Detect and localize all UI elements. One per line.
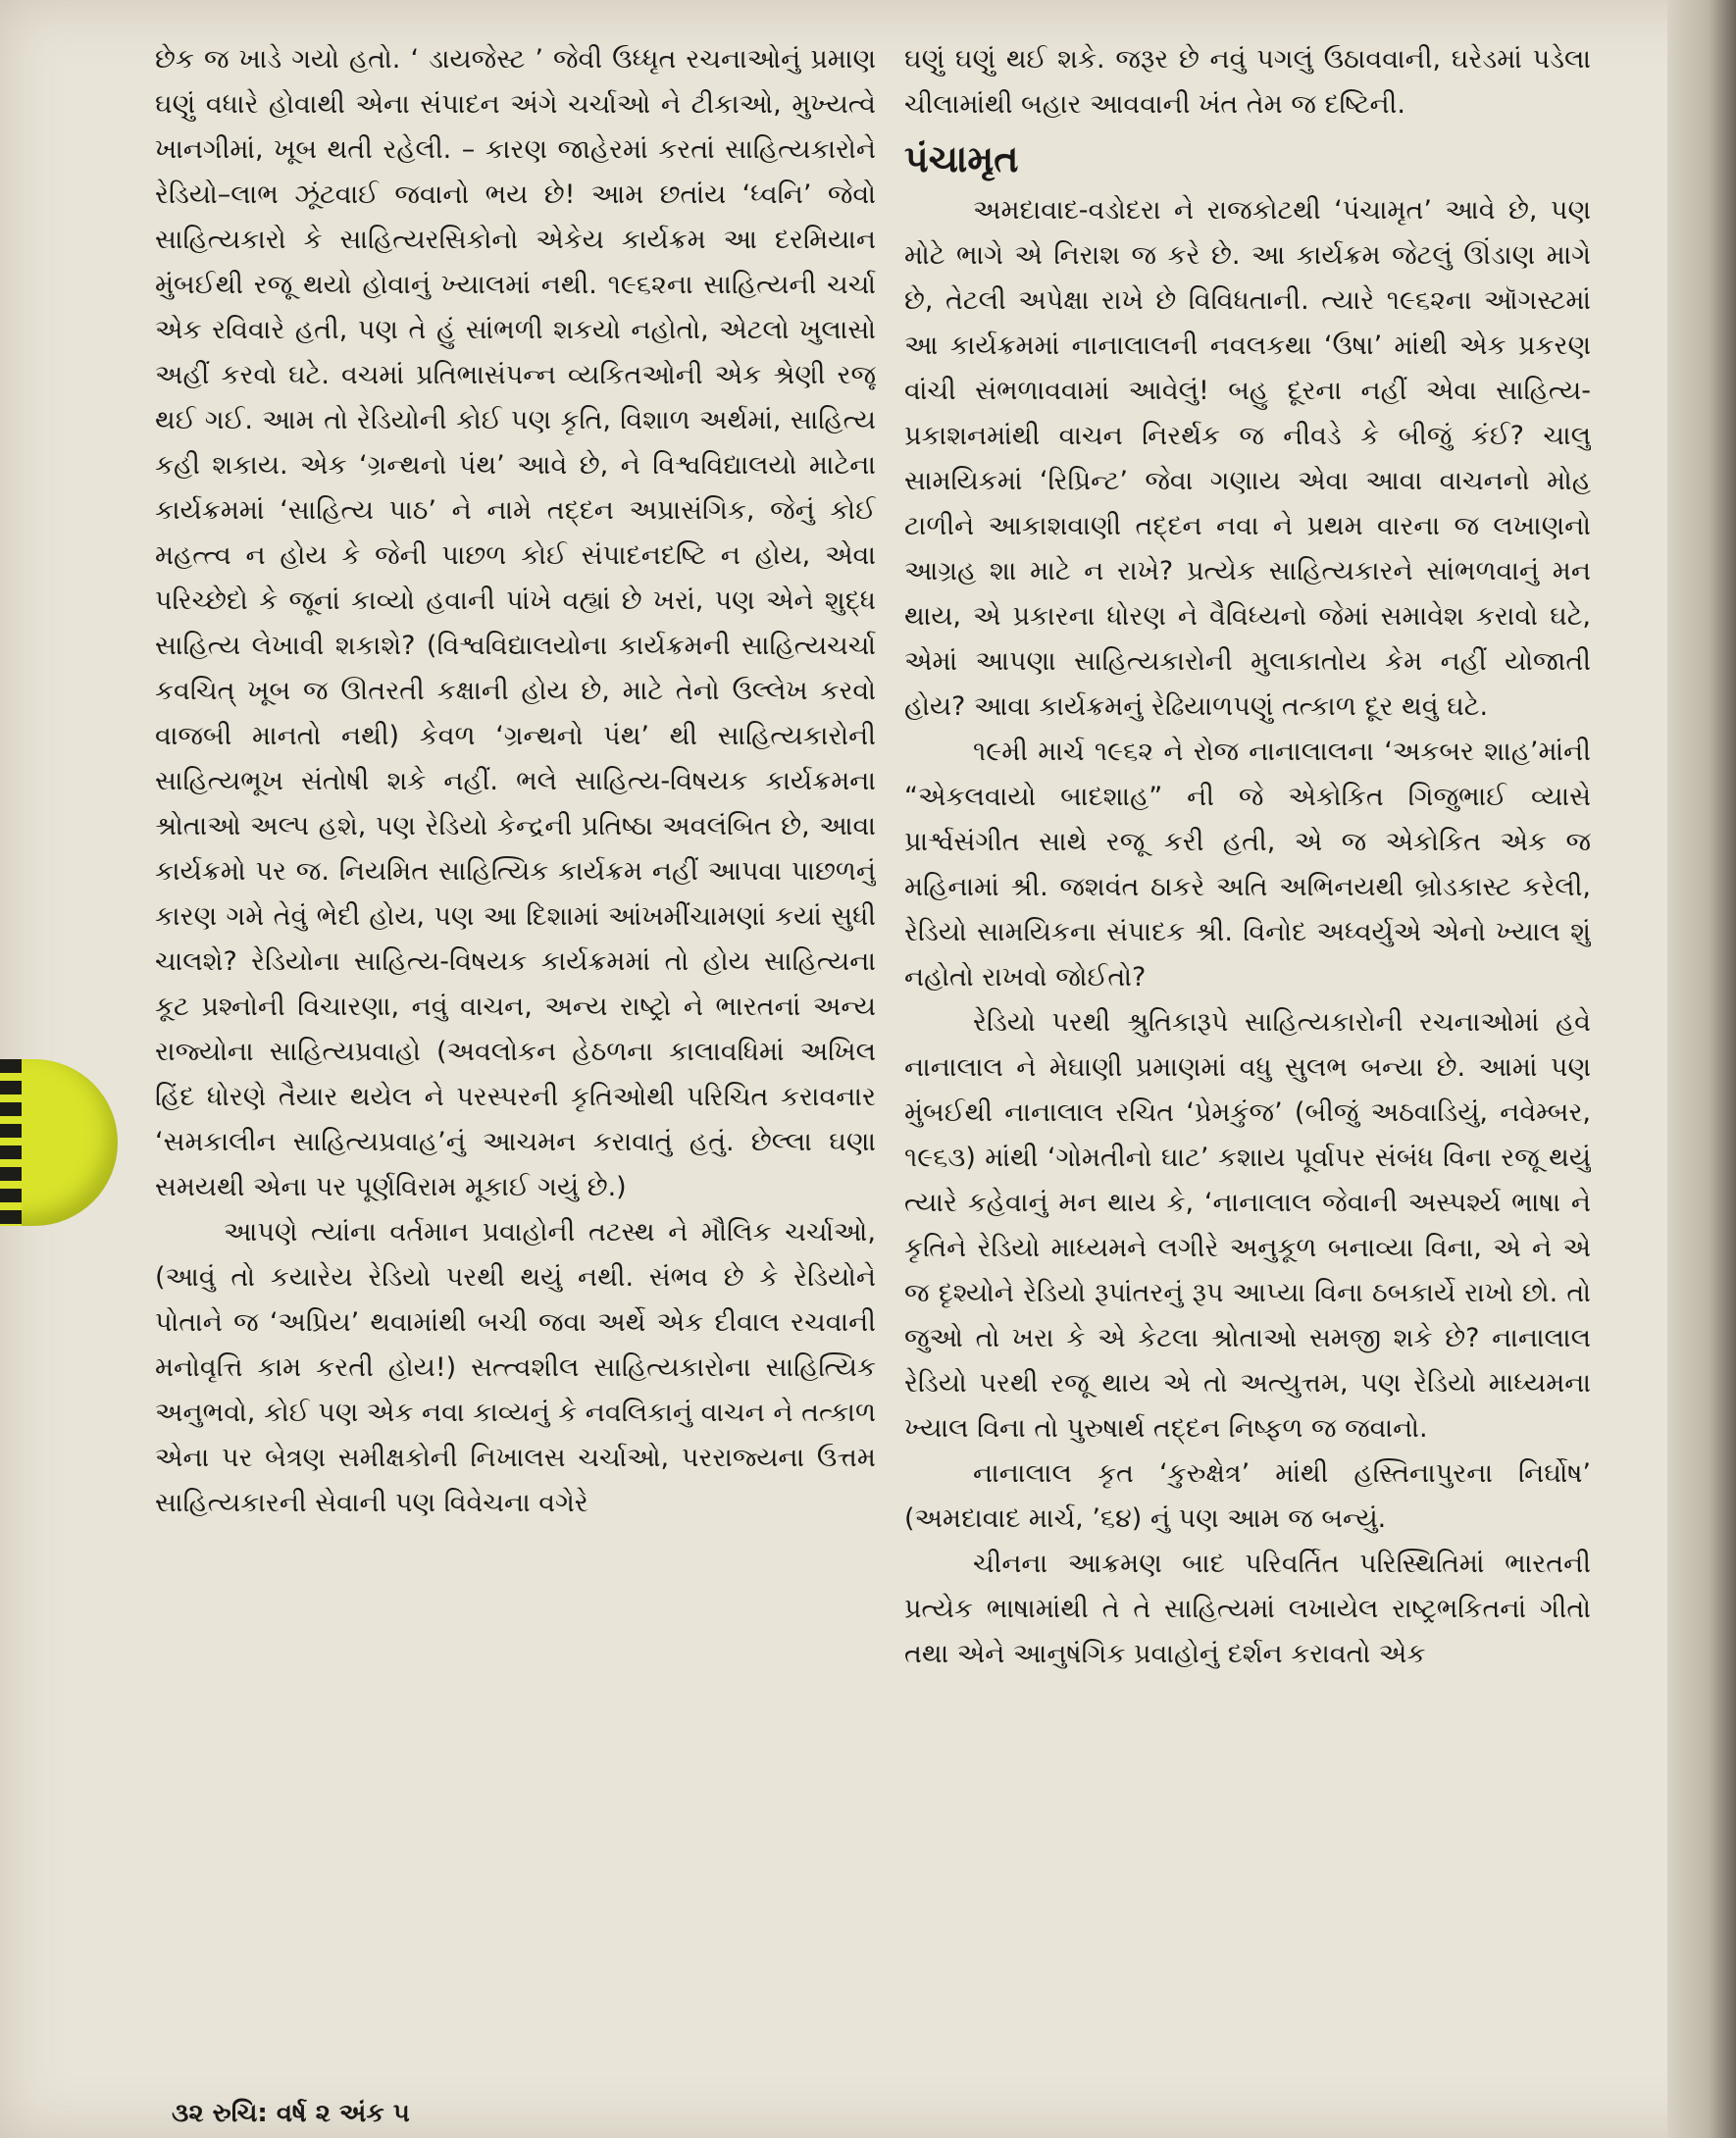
binder-clip: [0, 1059, 137, 1226]
right-paragraph-3: રેડિયો પરથી શ્રુતિકારૂપે સાહિત્યકારોની રચનાઓમાં હવે નાનાલાલ ને મેઘાણી પ્રમાણમાં વધુ સુલભ બન્યા છે. આમાં પણ મુંબઈથી નાનાલાલ રચિત ‘પ્રેમકુંજ’ (બીજું અઠવાડિયું, નવેમ્બર, ૧૯૬૩) માંથી ‘ગોમતીનો ઘાટ’ કશાય પૂર્વાપર સંબંધ વિના રજૂ થયું ત્યારે કહેવાનું મન થાય કે, ‘નાનાલાલ જેવાની અસ્પર્શ્ય ભાષા ને કૃતિને રેડિયો માધ્યમને લગીરે અનુકૂળ બનાવ્યા વિના, એ ને એ જ દૃશ્યોને રેડિયો રૂપાંતરનું રૂપ આપ્યા વિના ઠબકાર્યે રાખો છો. તો જુઓ તો ખરા કે એ કેટલા શ્રોતાઓ સમજી શકે છે? નાનાલાલ રેડિયો પરથી રજૂ થાય એ તો અત્યુત્તમ, પણ રેડિયો માધ્યમના ખ્યાલ વિના તો પુરુષાર્થ તદ્દન નિષ્ફળ જ જવાનો.: [904, 1007, 1591, 1444]
left-column: [155, 37, 876, 1989]
page-footer: ૩૨ રુચિ: વર્ષ ૨ અંક ૫: [172, 2099, 410, 2128]
binder-clip-band: [0, 1059, 22, 1226]
left-paragraph-1: છેક જ ખાડે ગયો હતો. ‘ ડાયજેસ્ટ ’ જેવી ઉધ્ધૃત રચનાઓનું પ્રમાણ ઘણું વધારે હોવાથી એના સંપાદન અંગે ચર્ચાઓ ને ટીકાઓ, મુખ્યત્વે ખાનગીમાં, ખૂબ થતી રહેલી. – કારણ જાહેરમાં કરતાં સાહિત્યકારોને રેડિયો–લાભ ઝૂંટવાઈ જવાનો ભય છે! આમ છતાંય ‘ધ્વનિ’ જેવો સાહિત્યકારો કે સાહિત્યરસિકોનો એકેય કાર્યક્રમ આ દરમિયાન મુંબઈથી રજૂ થયો હોવાનું ખ્યાલમાં નથી. ૧૯૬૨ના સાહિત્યની ચર્ચા એક રવિવારે હતી, પણ તે હું સાંભળી શકયો નહોતો, એટલો ખુલાસો અહીં કરવો ઘટે. વચમાં પ્રતિભાસંપન્ન વ્યકિતઓની એક શ્રેણી રજૂ થઈ ગઈ. આમ તો રેડિયોની કોઈ પણ કૃતિ, વિશાળ અર્થમાં, સાહિત્ય કહી શકાય. એક ‘ગ્રન્થનો પંથ’ આવે છે, ને વિશ્વવિદ્યાલયો માટેના કાર્યક્રમમાં ‘સાહિત્ય પાઠ’ ને નામે તદ્દન અપ્રાસંગિક, જેનું કોઈ મહત્ત્વ ન હોય કે જેની પાછળ કોઈ સંપાદનદષ્ટિ ન હોય, એવા પરિચ્છેદો કે જૂનાં કાવ્યો હવાની પાંખે વહ્યાં છે ખરાં, પણ એને શુદ્ધ સાહિત્ય લેખાવી શકાશે? (વિશ્વવિદ્યાલયોના કાર્યક્રમની સાહિત્યચર્ચા કવચિત્ ખૂબ જ ઊતરતી કક્ષાની હોય છે, માટે તેનો ઉલ્લેખ કરવો વાજબી માનતો નથી) કેવળ ‘ગ્રન્થનો પંથ’ થી સાહિત્યકારોની સાહિત્યભૂખ સંતોષી શકે નહીં. ભલે સાહિત્ય-વિષયક કાર્યક્રમના શ્રોતાઓ અલ્પ હશે, પણ રેડિયો કેન્દ્રની પ્રતિષ્ઠા અવલંબિત છે, આવા કાર્યક્રમો પર જ. નિયમિત સાહિત્યિક કાર્યક્રમ નહીં આપવા પાછળનું કારણ ગમે તેવું ભેદી હોય, પણ આ દિશામાં આંખમીંચામણાં કયાં સુધી ચાલશે? રેડિયોના સાહિત્ય-વિષયક કાર્યક્રમમાં તો હોય સાહિત્યના કૂટ પ્રશ્નોની વિચારણા, નવું વાચન, અન્ય રાષ્ટ્રો ને ભારતનાં અન્ય રાજ્યોના સાહિત્યપ્રવાહો (અવલોકન હેઠળના કાલાવધિમાં અખિલ હિંદ ધોરણે તૈયાર થયેલ ને પરસ્પરની કૃતિઓથી પરિચિત કરાવનાર ‘સમકાલીન સાહિત્યપ્રવાહ’નું આચમન કરાવાતું હતું. છેલ્લા ઘણા સમયથી એના પર પૂર્ણવિરામ મૂકાઈ ગયું છે.): [155, 44, 876, 1202]
page-edge-shadow: [1667, 0, 1736, 2138]
left-paragraph-2: આપણે ત્યાંના વર્તમાન પ્રવાહોની તટસ્થ ને મૌલિક ચર્ચાઓ, (આવું તો કયારેય રેડિયો પરથી થયું નથી. સંભવ છે કે રેડિયોને પોતાને જ ‘અપ્રિય’ થવામાંથી બચી જવા અર્થે એક દીવાલ રચવાની મનોવૃત્તિ કામ કરતી હોય!) સત્ત્વશીલ સાહિત્યકારોના સાહિત્યિક અનુભવો, કોઈ પણ એક નવા કાવ્યનું કે નવલિકાનું વાચન ને તત્કાળ એના પર બેત્રણ સમીક્ષકોની નિખાલસ ચર્ચાઓ, પરરાજ્યના ઉત્તમ સાહિત્યકારની સેવાની પણ વિવેચના વગેરે: [155, 1217, 876, 1518]
right-column: [904, 37, 1591, 1989]
right-paragraph-1: અમદાવાદ-વડોદરા ને રાજકોટથી ‘પંચામૃત’ આવે છે, પણ મોટે ભાગે એ નિરાશ જ કરે છે. આ કાર્યક્રમ જેટલું ઊંડાણ માગે છે, તેટલી અપેક્ષા રાખે છે વિવિધતાની. ત્યારે ૧૯૬૨ના ઑગસ્ટમાં આ કાર્યક્રમમાં નાનાલાલની નવલકથા ‘ઉષા’ માંથી એક પ્રકરણ વાંચી સંભળાવવામાં આવેલું! બહુ દૂરના નહીં એવા સાહિત્ય-પ્રકાશનમાંથી વાચન નિરર્થક જ નીવડે કે બીજું કંઈ? ચાલુ સામયિકમાં ‘રિપ્રિન્ટ’ જેવા ગણાય એવા આવા વાચનનો મોહ ટાળીને આકાશવાણી તદ્દન નવા ને પ્રથમ વારના જ લખાણનો આગ્રહ શા માટે ન રાખે? પ્રત્યેક સાહિત્યકારને સાંભળવાનું મન થાય, એ પ્રકારના ધોરણ ને વૈવિધ્યનો જેમાં સમાવેશ કરાવો ઘટે, એમાં આપણા સાહિત્યકારોની મુલાકાતોય કેમ નહીં યોજાતી હોય? આવા કાર્યક્રમનું રેઢિયાળપણું તત્કાળ દૂર થવું ઘટે.: [904, 195, 1591, 722]
right-opening-text: ઘણું ઘણું થઈ શકે. જરૂર છે નવું પગલું ઉઠાવવાની, ઘરેડમાં પડેલા ચીલામાંથી બહાર આવવાની ખંત તેમ જ દષ્ટિની.: [904, 44, 1591, 120]
right-paragraph-5: ચીનના આક્રમણ બાદ પરિવર્તિત પરિસ્થિતિમાં ભારતની પ્રત્યેક ભાષામાંથી તે તે સાહિત્યમાં લખાયેલ રાષ્ટ્રભકિતનાં ગીતો તથા એને આનુષંગિક પ્રવાહોનું દર્શન કરાવતો એક: [904, 1549, 1591, 1669]
right-paragraph-4: નાનાલાલ કૃત ‘કુરુક્ષેત્ર’ માંથી હસ્તિનાપુરના નિર્ઘોષ’ (અમદાવાદ માર્ચ, ’૬૪) નું પણ આમ જ બન્યું.: [904, 1458, 1591, 1534]
section-heading-panchamrut: પંચામૃત: [904, 137, 1019, 180]
right-paragraph-2: ૧૯મી માર્ચ ૧૯૬૨ ને રોજ નાનાલાલના ‘અકબર શાહ’માંની “એકલવાયો બાદશાહ” ની જે એકોકિત ગિજુભાઈ વ્યાસે પ્રાર્શ્વસંગીત સાથે રજૂ કરી હતી, એ જ એકોકિત એક જ મહિનામાં શ્રી. જશવંત ઠાકરે અતિ અભિનયથી બ્રોડકાસ્ટ કરેલી, રેડિયો સામયિકના સંપાદક શ્રી. વિનોદ અધ્વર્યુએ એનો ખ્યાલ શું નહોતો રાખવો જોઈતો?: [904, 737, 1591, 993]
